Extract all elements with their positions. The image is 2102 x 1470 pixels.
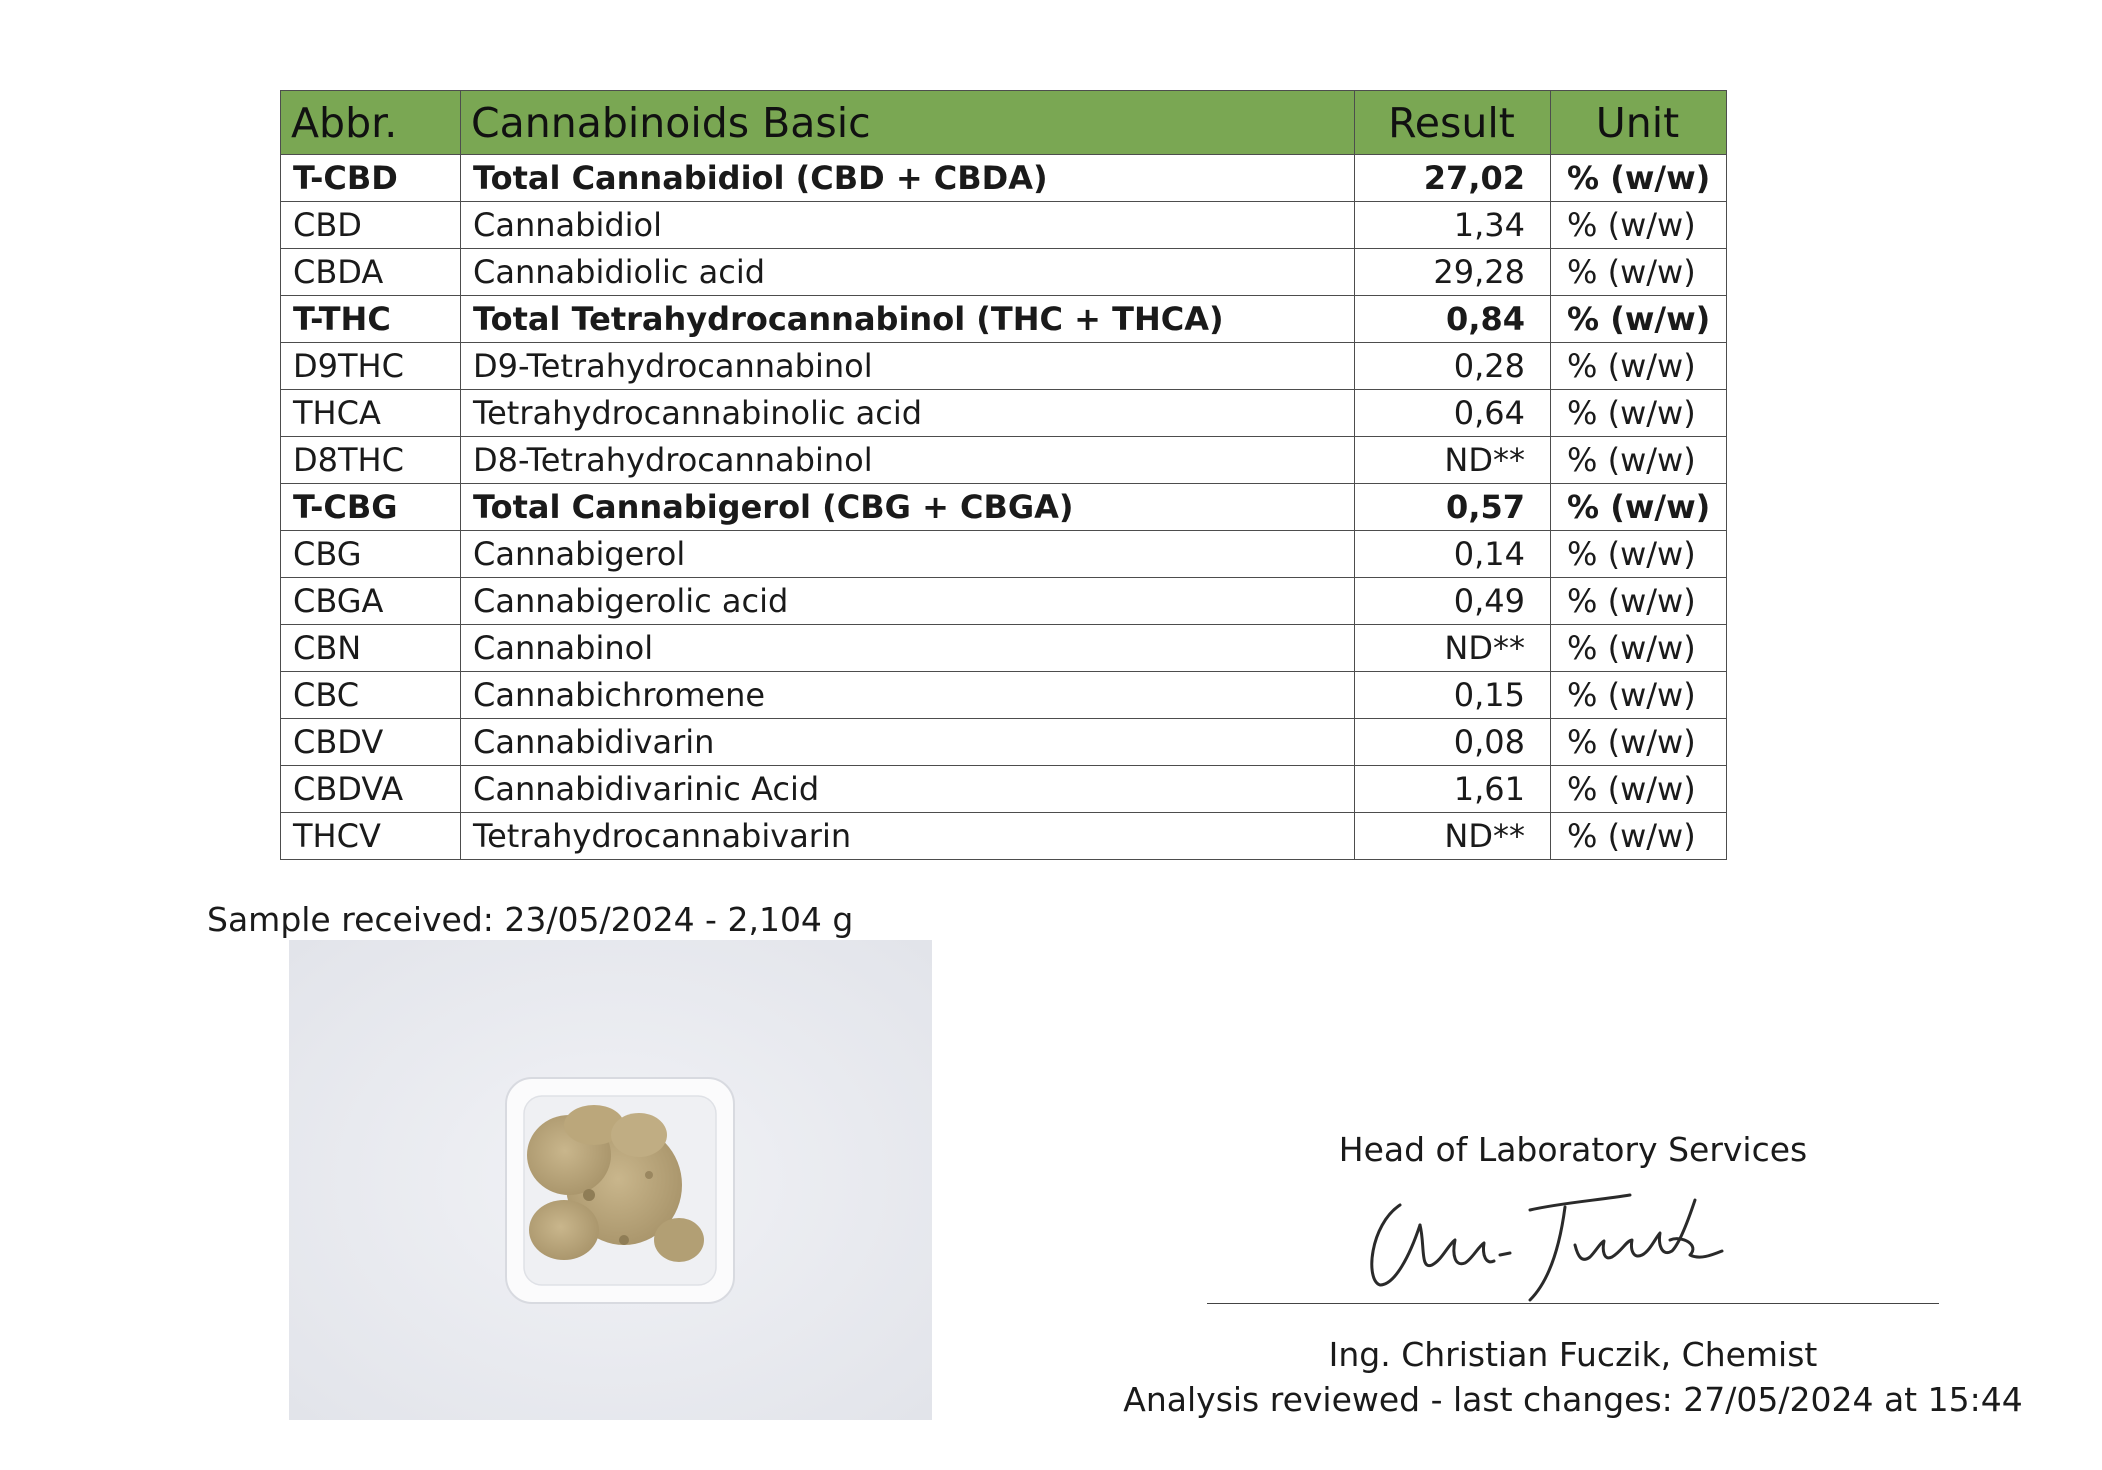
cell-name: Total Cannabigerol (CBG + CBGA) [461,484,1355,531]
header-result: Result [1355,91,1551,155]
cell-name: Total Tetrahydrocannabinol (THC + THCA) [461,296,1355,343]
cell-result: ND** [1355,625,1551,672]
table-row [281,437,1727,484]
cell-unit: % (w/w) [1551,625,1727,672]
table-row [281,531,1727,578]
sample-received-label: Sample received: 23/05/2024 - 2,104 g [207,900,854,939]
cell-abbr: T-CBG [281,484,461,531]
signatory-title: Head of Laboratory Services [1338,1130,1808,1169]
header-name: Cannabinoids Basic [461,91,1355,155]
cell-abbr: CBN [281,625,461,672]
signature-line [1207,1303,1939,1304]
table-row [281,484,1727,531]
cell-name: Cannabichromene [461,672,1355,719]
cell-abbr: D9THC [281,343,461,390]
cell-unit: % (w/w) [1551,437,1727,484]
header-abbr: Abbr. [281,91,461,155]
cell-abbr: D8THC [281,437,461,484]
cell-result: 0,14 [1355,531,1551,578]
cell-result: 0,57 [1355,484,1551,531]
table-row [281,202,1727,249]
cell-result: 0,49 [1355,578,1551,625]
cell-unit: % (w/w) [1551,202,1727,249]
cell-abbr: T-CBD [281,155,461,202]
sample-photo [289,940,932,1420]
cell-name: Cannabigerol [461,531,1355,578]
cell-abbr: CBDVA [281,766,461,813]
cell-name: Total Cannabidiol (CBD + CBDA) [461,155,1355,202]
table-row [281,343,1727,390]
cell-abbr: T-THC [281,296,461,343]
table-row [281,296,1727,343]
cell-abbr: CBDA [281,249,461,296]
cell-name: Tetrahydrocannabinolic acid [461,390,1355,437]
cell-result: 0,08 [1355,719,1551,766]
table-body [281,155,1727,860]
cell-unit: % (w/w) [1551,343,1727,390]
cell-unit: % (w/w) [1551,578,1727,625]
cell-unit: % (w/w) [1551,719,1727,766]
cell-name: D9-Tetrahydrocannabinol [461,343,1355,390]
cell-result: 0,64 [1355,390,1551,437]
table-row [281,719,1727,766]
cell-name: Cannabinol [461,625,1355,672]
cell-unit: % (w/w) [1551,155,1727,202]
cell-abbr: CBGA [281,578,461,625]
cell-result: 1,34 [1355,202,1551,249]
cell-result: 29,28 [1355,249,1551,296]
table-row [281,578,1727,625]
table-header-row [281,91,1727,155]
table-row [281,625,1727,672]
cell-unit: % (w/w) [1551,766,1727,813]
table-row [281,766,1727,813]
signatory-name: Ing. Christian Fuczik, Chemist [1328,1335,1818,1374]
cell-unit: % (w/w) [1551,390,1727,437]
cell-abbr: CBG [281,531,461,578]
cell-result: ND** [1355,437,1551,484]
cell-abbr: CBDV [281,719,461,766]
cell-name: Tetrahydrocannabivarin [461,813,1355,860]
cell-name: Cannabidiol [461,202,1355,249]
handwritten-signature [1360,1185,1740,1305]
cell-result: 0,28 [1355,343,1551,390]
cannabinoid-results-table [280,90,1727,860]
table-row [281,813,1727,860]
cell-unit: % (w/w) [1551,813,1727,860]
table-row [281,390,1727,437]
header-unit: Unit [1551,91,1727,155]
cell-name: Cannabidivarinic Acid [461,766,1355,813]
cell-name: Cannabidivarin [461,719,1355,766]
cell-abbr: CBD [281,202,461,249]
table-row [281,155,1727,202]
cell-name: Cannabigerolic acid [461,578,1355,625]
cell-name: Cannabidiolic acid [461,249,1355,296]
cell-result: 0,15 [1355,672,1551,719]
cell-unit: % (w/w) [1551,484,1727,531]
cell-result: 1,61 [1355,766,1551,813]
cell-unit: % (w/w) [1551,296,1727,343]
review-timestamp: Analysis reviewed - last changes: 27/05/2024 at 15:44 [1123,1380,2023,1419]
table-row [281,249,1727,296]
cell-result: ND** [1355,813,1551,860]
cell-abbr: THCV [281,813,461,860]
cell-name: D8-Tetrahydrocannabinol [461,437,1355,484]
cell-unit: % (w/w) [1551,672,1727,719]
cell-abbr: THCA [281,390,461,437]
cell-result: 27,02 [1355,155,1551,202]
cell-result: 0,84 [1355,296,1551,343]
cell-abbr: CBC [281,672,461,719]
cell-unit: % (w/w) [1551,249,1727,296]
table-row [281,672,1727,719]
cell-unit: % (w/w) [1551,531,1727,578]
